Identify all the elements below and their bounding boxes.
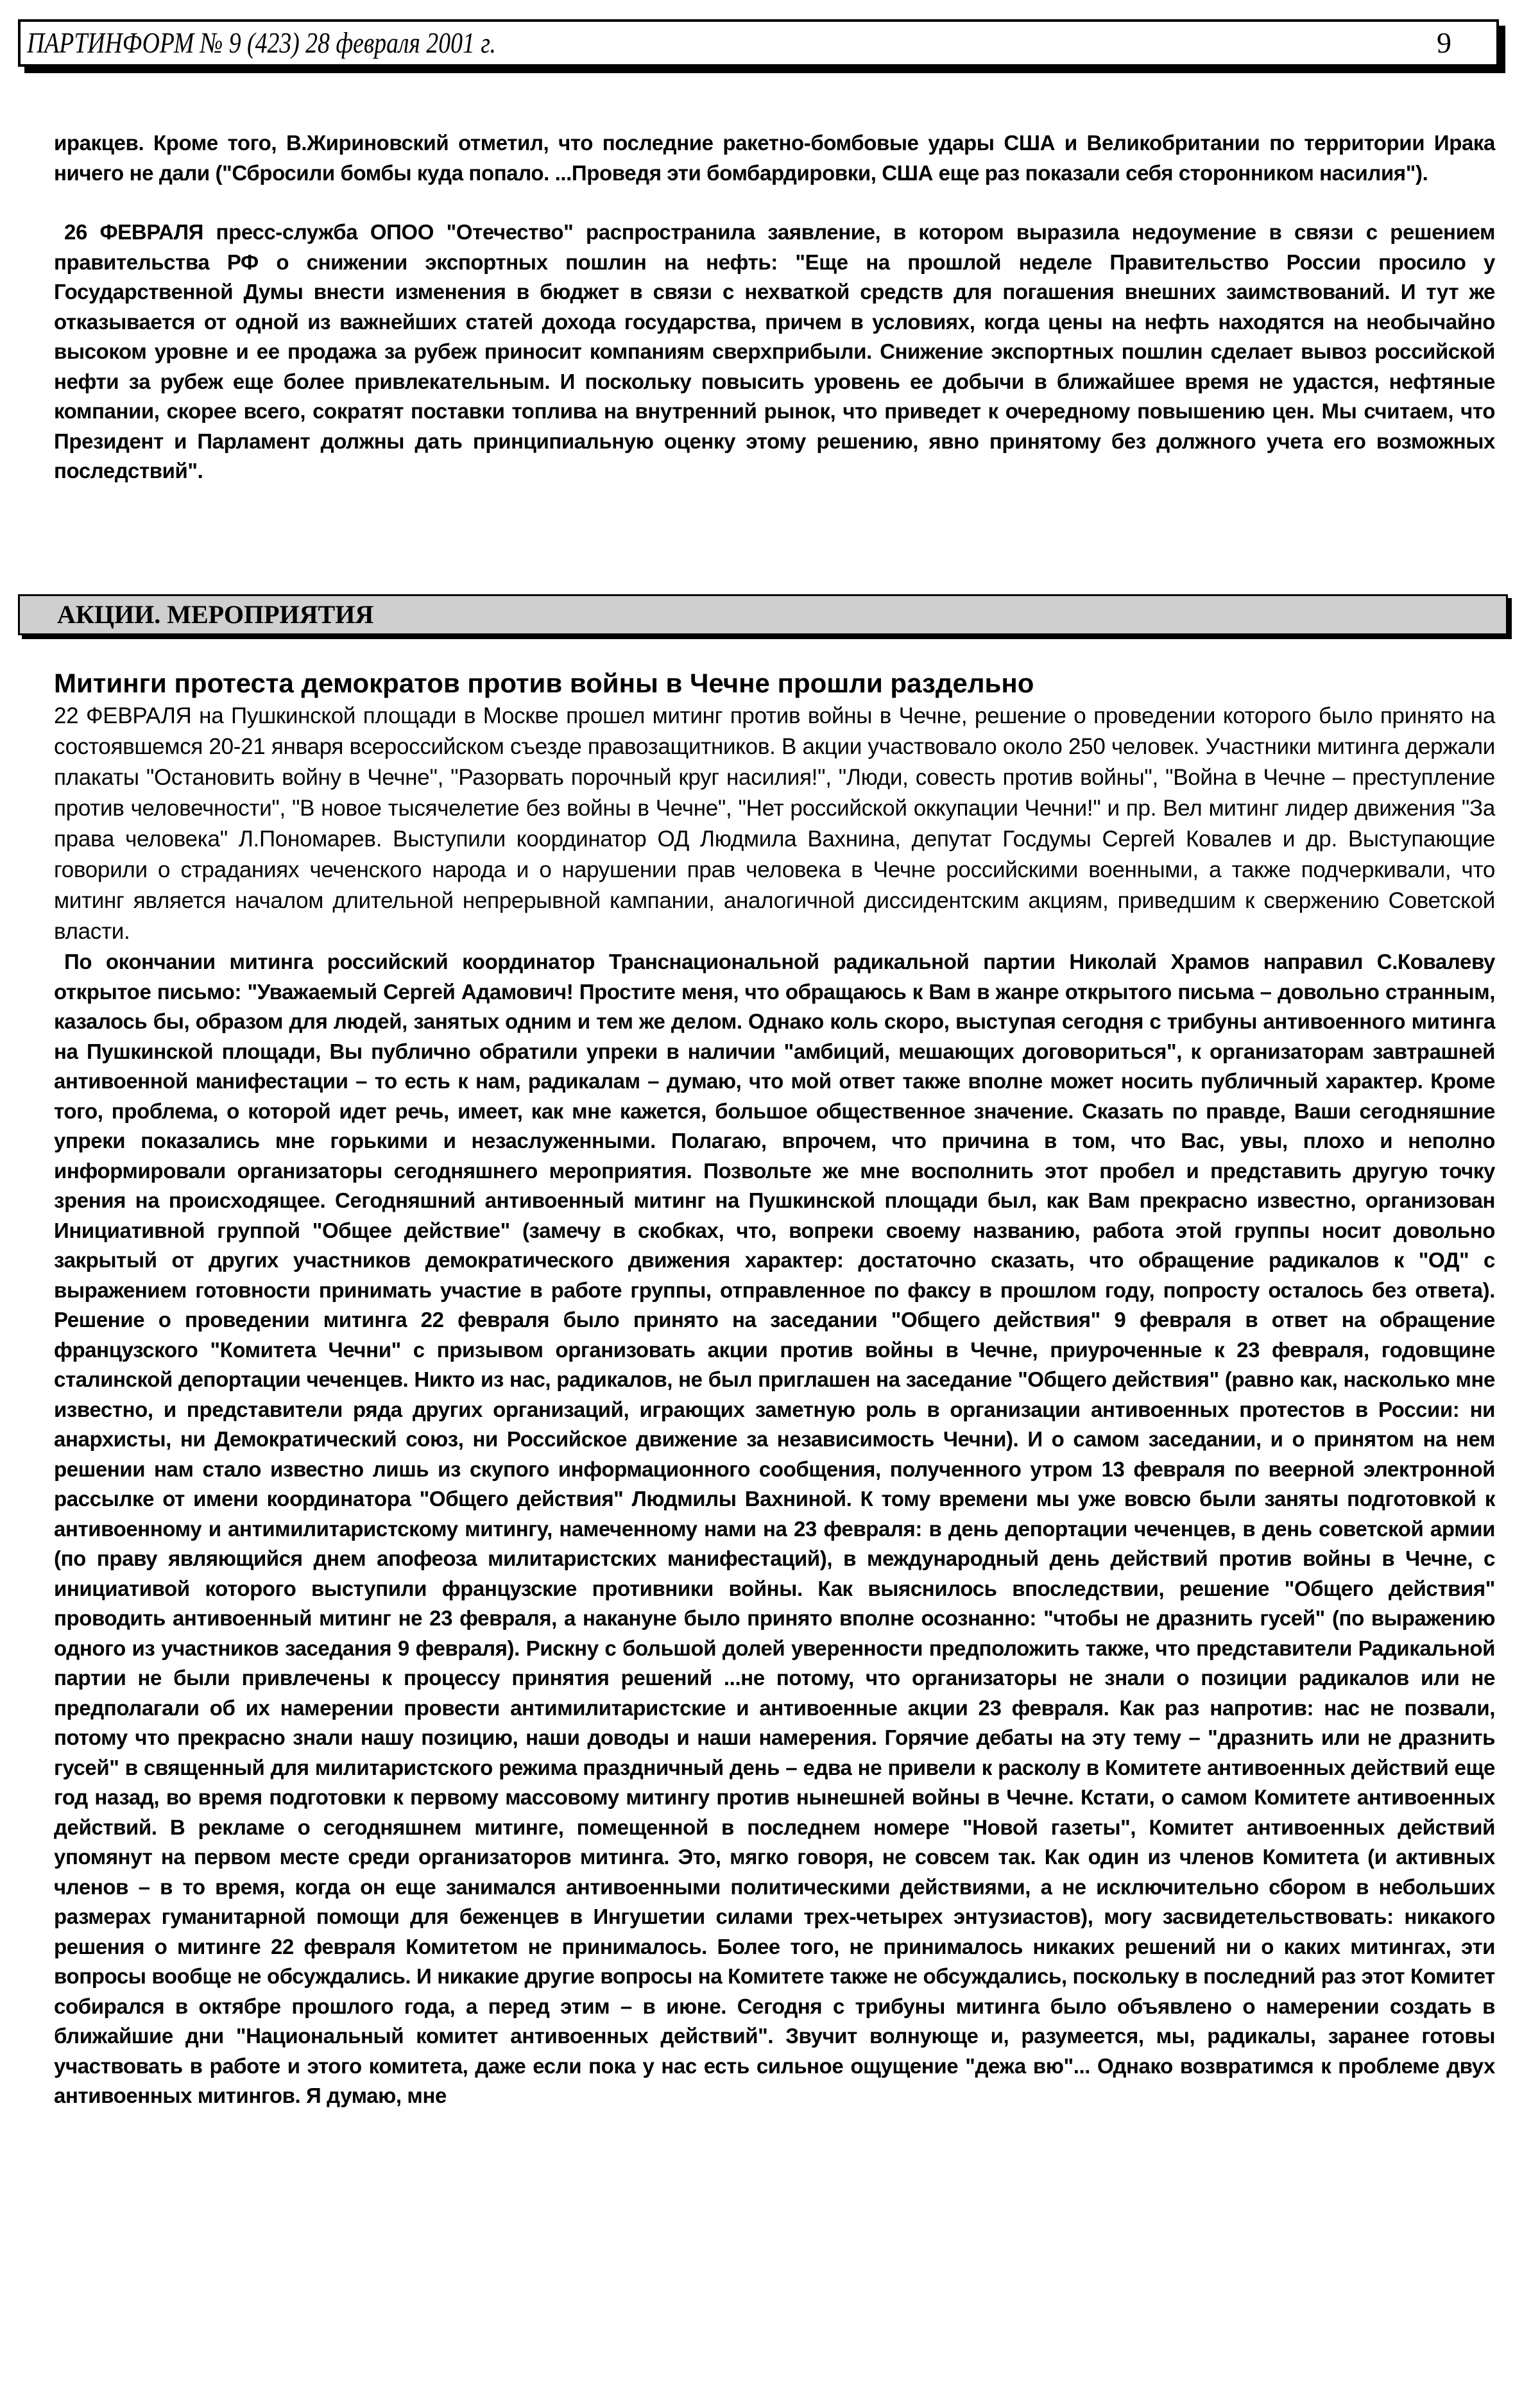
intro-text <box>54 128 1495 486</box>
intro-paragraph-2: 26 ФЕВРАЛЯ пресс-служба ОПОО "Отечество" распространила заявление, в котором выразила недоумение в связи с решением правительства РФ о снижении экспортных пошлин на нефть: "Еще на прошлой неделе Правительство России просило у Государственной Думы внести изменения в бюджет в связи с нехваткой средств для погашения внешних заимствований. И тут же отказывается от одной из важнейших статей дохода государства, причем в условиях, когда цены на нефть находятся на необычайно высоком уровне и ее продажа за рубеж приносит компаниям сверхприбыли. Снижение экспортных пошлин сделает вывоз российской нефти за рубеж еще более привлекательным. И поскольку повысить уровень ее добычи в ближайшее время не удастся, нефтяные компании, скорее всего, сократят поставки топлива на внутренний рынок, что приведет к очередному повышению цен. Мы считаем, что Президент и Парламент должны дать принципиальную оценку этому решению, явно принятому без должного учета его возможных последствий". <box>54 220 1495 483</box>
section-bar <box>18 594 1508 635</box>
page-number: 9 <box>1437 26 1451 59</box>
page-header <box>18 19 1499 67</box>
article-paragraph-1: 22 ФЕВРАЛЯ на Пушкинской площади в Москве прошел митинг против войны в Чечне, решение о проведении которого было принято на состоявшемся 20-21 января всероссийском съезде правозащитников. В акции участвовало около 250 человек. Участники митинга держали плакаты "Остановить войну в Чечне", "Разорвать порочный круг насилия!", "Люди, совесть против войны", "Война в Чечне – преступление против человечности", "В новое тысячелетие без войны в Чечне", "Нет российской оккупации Чечни!" и пр. Вел митинг лидер движения "За права человека" Л.Пономарев. Выступили координатор ОД Людмила Вахнина, депутат Госдумы Сергей Ковалев и др. Выступающие говорили о страданиях чеченского народа и о нарушении прав человека в Чечне российскими военными, а также подчеркивали, что митинг является началом длительной непрерывной кампании, аналогичной диссидентским акциям, приведшим к свержению Советской власти. <box>54 703 1495 944</box>
intro-paragraph-1: иракцев. Кроме того, В.Жириновский отметил, что последние ракетно-бомбовые удары США и Великобритании по территории Ирака ничего не дали ("Сбросили бомбы куда попало. ...Проведя эти бомбардировки, США еще раз показали себя сторонником насилия"). <box>54 131 1495 185</box>
publication-title: ПАРТИНФОРМ № 9 (423) 28 февраля 2001 г. <box>27 26 496 59</box>
section-title: АКЦИИ. МЕРОПРИЯТИЯ <box>57 600 374 629</box>
article-paragraph-2: По окончании митинга российский координатор Транснациональной радикальной партии Николай Храмов направил С.Ковалеву открытое письмо: "Уважаемый Сергей Адамович! Простите меня, что обращаюсь к Вам в жанре открытого письма – довольно странным, казалось бы, образом для людей, занятых одним и тем же делом. Однако коль скоро, выступая сегодня с трибуны антивоенного митинга на Пушкинской площади, Вы публично обратили упреки в наличии "амбиций, мешающих договориться", к организаторам завтрашней антивоенной манифестации – то есть к нам, радикалам – думаю, что мой ответ также вполне может носить публичный характер. Кроме того, проблема, о которой идет речь, имеет, как мне кажется, большое общественное значение. Сказать по правде, Ваши сегодняшние упреки показались мне горькими и незаслуженными. Полагаю, впрочем, что причина в том, что Вас, увы, плохо и неполно информировали организаторы сегодняшнего мероприятия. Позвольте же мне восполнить этот пробел и представить другую точку зрения на происходящее. Сегодняшний антивоенный митинг на Пушкинской площади был, как Вам прекрасно известно, организован Инициативной группой "Общее действие" (замечу в скобках, что, вопреки своему названию, работа этой группы носит довольно закрытый от других участников демократического движения характер: достаточно сказать, что обращение радикалов к "ОД" с выражением готовности принимать участие в работе группы, отправленное по факсу в прошлом году, попросту осталось без ответа). Решение о проведении митинга 22 февраля было принято на заседании "Общего действия" 9 февраля в ответ на обращение французского "Комитета Чечни" с призывом организовать акции против войны в Чечне, приуроченные к 23 февраля, годовщине сталинской депортации чеченцев. Никто из нас, радикалов, не был приглашен на заседание "Общего действия" (равно как, насколько мне известно, и представители ряда других организаций, играющих заметную роль в организации антивоенных протестов в России: ни анархисты, ни Демократический союз, ни Российское движение за независимость Чечни). И о самом заседании, и о принятом на нем решении нам стало известно лишь из скупого информационного сообщения, полученного утром 13 февраля по веерной электронной рассылке от имени координатора "Общего действия" Людмилы Вахниной. К тому времени мы уже вовсю были заняты подготовкой к антивоенному и антимилитаристскому митингу, намеченному нами на 23 февраля: в день депортации чеченцев, в день советской армии (по праву являющийся днем апофеоза милитаристских манифестаций), в международный день действий против войны в Чечне, с инициативой которого выступили французские противники войны. Как выяснилось впоследствии, решение "Общего действия" проводить антивоенный митинг не 23 февраля, а накануне было принято вполне осознанно: "чтобы не дразнить гусей" (по выражению одного из участников заседания 9 февраля). Рискну с большой долей уверенности предположить также, что представители Радикальной партии не были привлечены к процессу принятия решений ...не потому, что организаторы не знали о позиции радикалов или не предполагали об их намерении провести антимилитаристские и антивоенные акции 23 февраля. Как раз напротив: нас не позвали, потому что прекрасно знали нашу позицию, наши доводы и наши намерения. Горячие дебаты на эту тему – "дразнить или не дразнить гусей" в священный для милитаристского режима праздничный день – едва не привели к расколу в Комитете антивоенных действий еще год назад, во время подготовки к первому массовому митингу против нынешней войны в Чечне. Кстати, о самом Комитете антивоенных действий. В рекламе о сегодняшнем митинге, помещенной в последнем номере "Новой газеты", Комитет антивоенных действий упомянут на первом месте среди организаторов митинга. Это, мягко говоря, не совсем так. Как один из членов Комитета (и активных членов – в то время, когда он еще занимался антивоенными политическими действиями, а не исключительно сбором в небольших размерах гуманитарной помощи для беженцев в Ингушетии силами трех-четырех энтузиастов), могу засвидетельствовать: никакого решения о митинге 22 февраля Комитетом не принималось. Более того, не принималось никаких решений ни о каких митингах, эти вопросы вообще не обсуждались. И никакие другие вопросы на Комитете также не обсуждались, поскольку в последний раз этот Комитет собирался в октябре прошлого года, а перед этим – в июне. Сегодня с трибуны митинга было объявлено о намерении создать в ближайшие дни "Национальный комитет антивоенных действий". Звучит волнующе и, разумеется, мы, радикалы, заранее готовы участвовать в работе и этого комитета, даже если пока у нас есть сильное ощущение "дежа вю"... Однако возвратимся к проблеме двух антивоенных митингов. Я думаю, мне <box>54 950 1495 2107</box>
article-headline: Митинги протеста демократов против войны в Чечне прошли раздельно <box>54 668 1034 698</box>
article-body <box>54 701 1495 2111</box>
